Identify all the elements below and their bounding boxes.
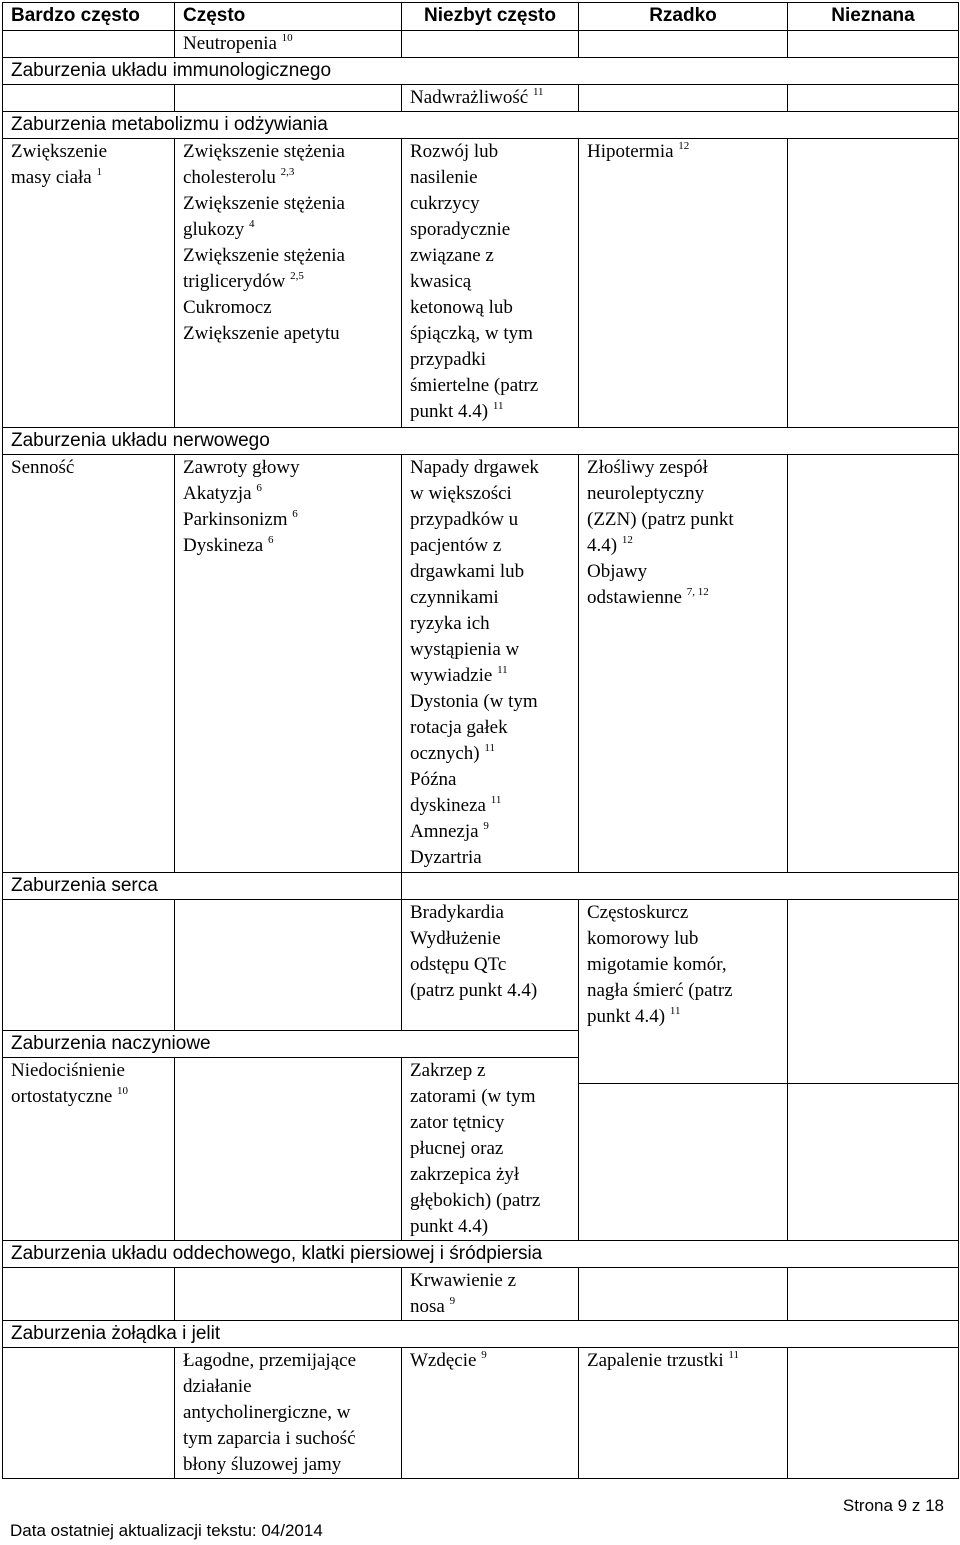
cell-line-text: dyskineza <box>410 795 486 816</box>
footnote-ref: 11 <box>532 86 544 98</box>
cell-line <box>183 295 393 321</box>
cell-line-text: Dyskineza <box>183 535 264 556</box>
cell-line-text: Hipotermia <box>587 141 674 162</box>
cell-line-text: antycholinergiczne, w <box>183 1402 351 1423</box>
cell-line <box>587 533 779 559</box>
cell-line-text: sporadycznie <box>410 219 511 240</box>
footnote-ref: 4 <box>248 218 255 230</box>
cell-line-text: Łagodne, przemijające <box>183 1350 357 1371</box>
footnote-ref: 11 <box>484 742 495 754</box>
cell-line <box>410 533 570 559</box>
nerv-row <box>3 455 959 873</box>
category-immune: Zaburzenia układu immunologicznego <box>3 58 959 85</box>
header-row <box>3 3 959 31</box>
cell-line <box>410 399 570 425</box>
cell-line-text: zakrzepica żył <box>410 1164 520 1185</box>
heart-niezbyt <box>402 900 579 1031</box>
cell-line <box>183 1400 393 1426</box>
cell-line <box>587 1004 779 1030</box>
cell-line <box>410 1214 570 1240</box>
gi-niezbyt <box>402 1348 579 1479</box>
cell-line <box>410 373 570 399</box>
cell-line <box>183 533 393 559</box>
cell-line-text: śpiączką, w tym <box>410 323 533 344</box>
footnote-ref: 9 <box>483 820 489 832</box>
cell-line-text: przypadki <box>410 349 486 370</box>
cell-line-text: nosa <box>410 1296 445 1317</box>
cell-line-text: rotacja gałek <box>410 717 508 738</box>
cell-line-text: Wydłużenie <box>410 928 501 949</box>
cell-line <box>410 1348 570 1374</box>
cell-line <box>410 978 570 1004</box>
category-row-gi <box>3 1321 959 1348</box>
header-nieznana: Nieznana <box>788 3 959 31</box>
nerv-rzadko <box>579 455 788 873</box>
cell-line-text: płucnej oraz <box>410 1138 504 1159</box>
cell-line-text: Amnezja <box>410 821 479 842</box>
cell-line <box>410 481 570 507</box>
cell-line-text: Wzdęcie <box>410 1350 477 1371</box>
cell-line <box>587 926 779 952</box>
cell-line <box>410 1188 570 1214</box>
cell-line <box>410 295 570 321</box>
cell-line-text: śmiertelne (patrz <box>410 375 539 396</box>
cell-line <box>410 1268 570 1294</box>
immune-row <box>3 85 959 112</box>
cell-line <box>183 1374 393 1400</box>
cell-line <box>410 139 570 165</box>
cell-line <box>410 243 570 269</box>
cell-line <box>410 793 570 819</box>
cell-line <box>587 481 779 507</box>
footnote-ref: 7, 12 <box>686 586 709 598</box>
header-rzadko: Rzadko <box>579 3 788 31</box>
cell-line-text: Zwiększenie <box>11 141 108 162</box>
metab-bardzo <box>3 139 175 428</box>
cell-line <box>410 952 570 978</box>
header-bardzo-czesto: Bardzo często <box>3 3 175 31</box>
cell-line <box>587 507 779 533</box>
cell-line-text: Zwiększenie stężenia <box>183 141 345 162</box>
cell-line <box>183 139 393 165</box>
cell-line <box>11 455 166 481</box>
cell-line-text: kwasicą <box>410 271 472 292</box>
cell-line <box>410 819 570 845</box>
cell-line <box>410 559 570 585</box>
cell-line <box>183 217 393 243</box>
cell-line-text: odstawienne <box>587 587 682 608</box>
cell-line-text: (ZZN) (patrz punkt <box>587 509 734 530</box>
cell-line <box>587 139 779 165</box>
cell-line-text: Złośliwy zespół <box>587 457 708 478</box>
cell-line-text: Napady drgawek <box>410 457 539 478</box>
cell-line <box>410 321 570 347</box>
footnote-ref: 6 <box>292 508 298 520</box>
cell-line <box>410 663 570 689</box>
cell-line-text: masy ciała <box>11 167 92 188</box>
footnote-ref: 9 <box>481 1349 487 1361</box>
cell-line <box>410 1058 570 1084</box>
cell-line <box>183 455 393 481</box>
cell-line <box>183 507 393 533</box>
cell-line-text: zatorami (w tym <box>410 1086 536 1107</box>
cell-line-text: Akatyzja <box>183 483 252 504</box>
cell-line-text: w większości <box>410 483 512 504</box>
cell-line-text: odstępu QTc <box>410 954 507 975</box>
metab-rzadko <box>579 139 788 428</box>
footnote-ref: 12 <box>621 534 633 546</box>
cell-line-text: Senność <box>11 457 75 478</box>
header-niezbyt-czesto: Niezbyt często <box>402 3 579 31</box>
cell-line-text: tym zaparcia i suchość <box>183 1428 356 1449</box>
cell-line-text: (patrz punkt 4.4) <box>410 980 538 1001</box>
cell-line-text: nasilenie <box>410 167 478 188</box>
cell-line <box>410 585 570 611</box>
cell-line <box>410 165 570 191</box>
cell-line <box>410 507 570 533</box>
metab-row <box>3 139 959 428</box>
cell-line-text: drgawkami lub <box>410 561 525 582</box>
nerv-czesto <box>175 455 402 873</box>
cell-line-text: błony śluzowej jamy <box>183 1454 342 1475</box>
cell-line <box>410 845 570 871</box>
cell-line-text: cholesterolu <box>183 167 276 188</box>
footnote-ref: 2,5 <box>290 270 304 282</box>
cell-line <box>410 689 570 715</box>
footnote-ref: 11 <box>728 1349 739 1361</box>
cell-line-text: Zapalenie trzustki <box>587 1350 724 1371</box>
cell-line-text: Zawroty głowy <box>183 457 300 478</box>
cell-line-text: nagła śmierć (patrz <box>587 980 733 1001</box>
category-metab: Zaburzenia metabolizmu i odżywiania <box>3 112 959 139</box>
cell-line-text: Rozwój lub <box>410 141 499 162</box>
cell-line <box>587 1348 779 1374</box>
cell-line-text: neuroleptyczny <box>587 483 705 504</box>
cell-line <box>11 139 166 165</box>
resp-row <box>3 1268 959 1321</box>
cell-line <box>410 269 570 295</box>
immune-niezbyt <box>402 85 579 112</box>
cell-line-text: przypadków u <box>410 509 519 530</box>
cell-line-text: Cukromocz <box>183 297 272 318</box>
cell-line-text: związane z <box>410 245 494 266</box>
cell-line-text: Objawy <box>587 561 648 582</box>
cell-line-text: Zakrzep z <box>410 1060 486 1081</box>
footnote-ref: 11 <box>492 400 504 412</box>
cell-line-text: pacjentów z <box>410 535 502 556</box>
heart-rzadko <box>579 900 788 1084</box>
heart-row <box>3 900 959 1031</box>
cell-line <box>410 217 570 243</box>
cell-line <box>410 611 570 637</box>
cell-line-text: migotamie komór, <box>587 954 727 975</box>
cell-line <box>410 767 570 793</box>
cell-line-text: Niedociśnienie <box>11 1060 125 1081</box>
cell-line-text: Bradykardia <box>410 902 504 923</box>
cell-line <box>183 269 393 295</box>
gi-row <box>3 1348 959 1479</box>
cell-line <box>11 1058 166 1084</box>
gi-czesto <box>175 1348 402 1479</box>
cell-line <box>183 1426 393 1452</box>
category-row-immune <box>3 58 959 85</box>
cell-line-text: Zwiększenie stężenia <box>183 245 345 266</box>
cell-line-text: 4.4) <box>587 535 618 556</box>
cell-line-text: Zwiększenie apetytu <box>183 323 340 344</box>
resp-niezbyt <box>402 1268 579 1321</box>
cell-line <box>410 1162 570 1188</box>
cell-line <box>410 1294 570 1320</box>
cell-line <box>410 347 570 373</box>
cell-line-text: wywiadzie <box>410 665 493 686</box>
metab-niezbyt <box>402 139 579 428</box>
footnote-ref: 12 <box>678 140 690 152</box>
cell-line-text: czynnikami <box>410 587 499 608</box>
cell-line <box>410 926 570 952</box>
category-resp: Zaburzenia układu oddechowego, klatki piersiowej i śródpiersia <box>3 1241 959 1268</box>
cell-line <box>183 1452 393 1478</box>
last-update-date: Data ostatniej aktualizacji tekstu: 04/2014 <box>10 1521 323 1540</box>
category-heart: Zaburzenia serca <box>3 873 402 900</box>
cell-line-text: punkt 4.4) <box>587 1006 666 1027</box>
category-row-resp <box>3 1241 959 1268</box>
metab-czesto <box>175 139 402 428</box>
cell-line <box>183 31 393 57</box>
cell-line-text: działanie <box>183 1376 252 1397</box>
footnote-ref: 6 <box>256 482 262 494</box>
cell-line-text: Dystonia (w tym <box>410 691 538 712</box>
cell-line-text: wystąpienia w <box>410 639 520 660</box>
cell-line <box>183 243 393 269</box>
nerv-niezbyt <box>402 455 579 873</box>
cell-line <box>410 741 570 767</box>
cell-line <box>410 455 570 481</box>
cell-line-text: glukozy <box>183 219 245 240</box>
cell-line-text: ocznych) <box>410 743 480 764</box>
cell-line-text: Późna <box>410 769 457 790</box>
cell-line-text: komorowy lub <box>587 928 699 949</box>
cell-line <box>183 165 393 191</box>
cell-line-text: zator tętnicy <box>410 1112 505 1133</box>
cell-line <box>11 1084 166 1110</box>
cell-line-text: Dyzartria <box>410 847 482 868</box>
nerv-bardzo <box>3 455 175 873</box>
footnote-ref: 6 <box>267 534 274 546</box>
footnote-ref: 10 <box>117 1085 129 1097</box>
footnote-ref: 11 <box>497 664 508 676</box>
cell-line-text: ryzyka ich <box>410 613 490 634</box>
cell-line <box>587 585 779 611</box>
footnote-ref: 9 <box>449 1295 456 1307</box>
cell-line-text: Nadwrażliwość <box>410 87 529 108</box>
cell-line <box>410 1110 570 1136</box>
cell-line-text: Częstoskurcz <box>587 902 689 923</box>
cell-line <box>587 559 779 585</box>
cell-line <box>587 952 779 978</box>
cell-line <box>410 1084 570 1110</box>
category-vasc: Zaburzenia naczyniowe <box>3 1031 579 1058</box>
footnote-ref: 2,3 <box>280 166 295 178</box>
footnote-ref: 11 <box>669 1005 681 1017</box>
cell-line-text: Parkinsonizm <box>183 509 288 530</box>
cell-line-text: ortostatyczne <box>11 1086 113 1107</box>
blood-czesto <box>175 31 402 58</box>
cell-line-text: ketonową lub <box>410 297 513 318</box>
cell-line-text: Zwiększenie stężenia <box>183 193 345 214</box>
cell-line <box>410 637 570 663</box>
cell-line <box>183 321 393 347</box>
category-nerv: Zaburzenia układu nerwowego <box>3 428 959 455</box>
cell-line <box>410 715 570 741</box>
category-row-heart <box>3 873 959 900</box>
cell-line <box>183 191 393 217</box>
vasc-rzadko <box>402 1058 579 1241</box>
cell-line <box>183 481 393 507</box>
cell-line-text: cukrzycy <box>410 193 480 214</box>
cell-line-text: Krwawienie z <box>410 1270 517 1291</box>
cell-line-text: triglicerydów <box>183 271 286 292</box>
vasc-bardzo <box>3 1058 175 1241</box>
cell-line <box>587 900 779 926</box>
cell-line-text: Neutropenia <box>183 33 277 54</box>
category-row-metab <box>3 112 959 139</box>
cell-line-text: punkt 4.4) <box>410 401 489 422</box>
header-czesto: Często <box>175 3 402 31</box>
footnote-ref: 1 <box>96 166 102 178</box>
cell-line <box>410 85 570 111</box>
page-number: Strona 9 z 18 <box>842 1496 944 1515</box>
cell-line <box>410 191 570 217</box>
blood-row <box>3 31 959 58</box>
cell-line <box>11 165 166 191</box>
cell-line-text: głębokich) (patrz <box>410 1190 541 1211</box>
cell-line <box>183 1348 393 1374</box>
cell-line <box>587 455 779 481</box>
cell-line <box>410 900 570 926</box>
cell-line <box>587 978 779 1004</box>
cell-line-text: punkt 4.4) <box>410 1216 489 1237</box>
cell-line <box>410 1136 570 1162</box>
footnote-ref: 11 <box>490 794 502 806</box>
category-gi: Zaburzenia żołądka i jelit <box>3 1321 959 1348</box>
adverse-reactions-table <box>2 2 959 1479</box>
footnote-ref: 10 <box>281 32 293 44</box>
gi-rzadko <box>579 1348 788 1479</box>
category-row-nerv <box>3 428 959 455</box>
